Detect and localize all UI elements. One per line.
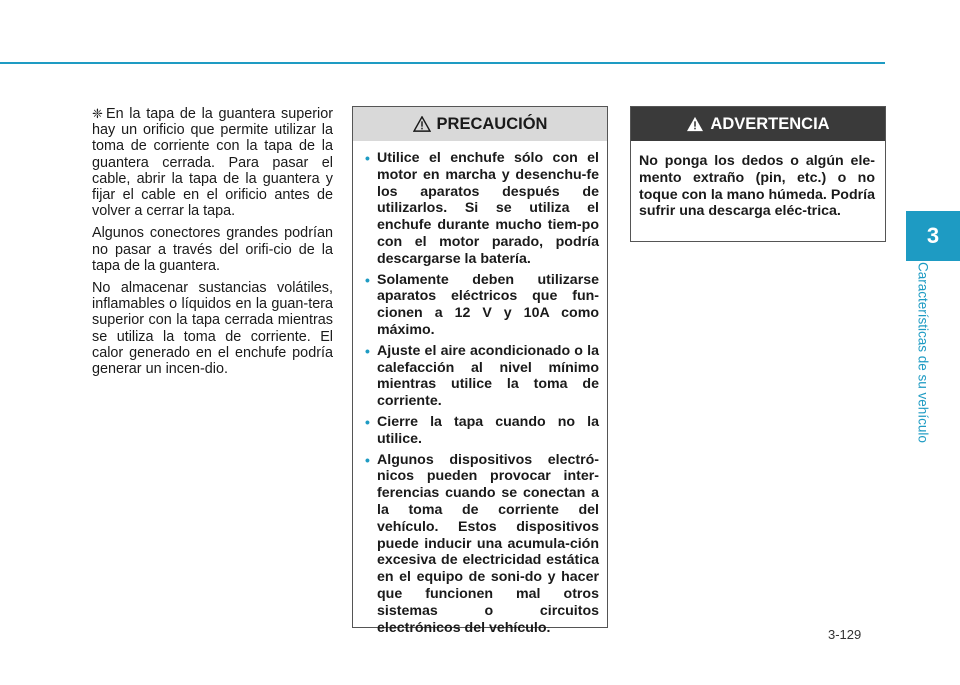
caution-item: • Algunos dispositivos electró-nicos pueden provocar inter-ferencias cuando se conectan a la toma de corriente del vehículo. Estos dispositivos puede inducir una acumula-ción excesiva de electricidad estática en el equipo de soni-do y hacer que funcionen mal otros sistemas o circuitos electrónicos del vehículo. [365, 451, 599, 636]
header-rule [0, 62, 885, 64]
warning-header [631, 107, 885, 141]
caution-item: • Ajuste el aire acondicionado o la calefacción al nivel mínimo mientras utilice la toma de corriente. [365, 342, 599, 410]
warning-box [630, 106, 886, 242]
caution-title: PRECAUCIÓN [436, 114, 548, 133]
chapter-number-tab [906, 211, 960, 261]
warning-triangle-filled-icon [686, 116, 704, 132]
chapter-number: 3 [926, 223, 940, 248]
warning-text: No ponga los dedos o algún ele-mento extraño (pin, etc.) o no toque con la mano húmeda. Podría sufrir una descarga eléc-trica. [639, 153, 875, 220]
chapter-title: Características de su vehículo [915, 262, 931, 443]
caution-box [352, 106, 608, 636]
warning-title: ADVERTENCIA [710, 114, 830, 133]
chapter-side-title [905, 262, 941, 462]
caution-header [353, 107, 607, 141]
caution-item: • Cierre la tapa cuando no la utilice. [365, 413, 599, 447]
bullet-icon: • [365, 451, 370, 468]
note-paragraph: ❈ En la tapa de la guantera superior hay un orificio que permite utilizar la toma de corriente con la tapa de la guantera cerrada. Para pasar el cable, abrir la tapa de la guantera y fijar el cable en el orificio antes de volver a cerrar la tapa. [92, 106, 333, 220]
bullet-icon: • [365, 342, 370, 359]
bullet-icon: • [365, 271, 370, 288]
caution-list [365, 150, 599, 636]
bullet-icon: • [365, 150, 370, 166]
caution-item: • Utilice el enchufe sólo con el motor en marcha y desenchu-fe los aparatos después de utilizarlos. Si se utiliza el enchufe durante mucho tiem-po con el motor parado, podría descargarse la batería. [365, 150, 599, 267]
page-number: 3-129 [828, 627, 862, 642]
note-paragraph: No almacenar sustancias volátiles, inflamables o líquidos en la guan-tera superior con la tapa cerrada mientras se utiliza la toma de corriente. El calor generado en el enchufe podría generar un incen-dio. [92, 280, 333, 378]
note-paragraph: Algunos conectores grandes podrían no pasar a través del orifi-cio de la tapa de la guantera. [92, 225, 333, 274]
caution-item: • Solamente deben utilizarse aparatos eléctricos que fun-cionen a 12 V y 10A como máximo. [365, 271, 599, 338]
bullet-icon: • [365, 413, 370, 430]
warning-triangle-outline-icon [413, 116, 431, 132]
note-column [78, 106, 333, 383]
note-symbol-icon: ❈ [92, 106, 103, 121]
